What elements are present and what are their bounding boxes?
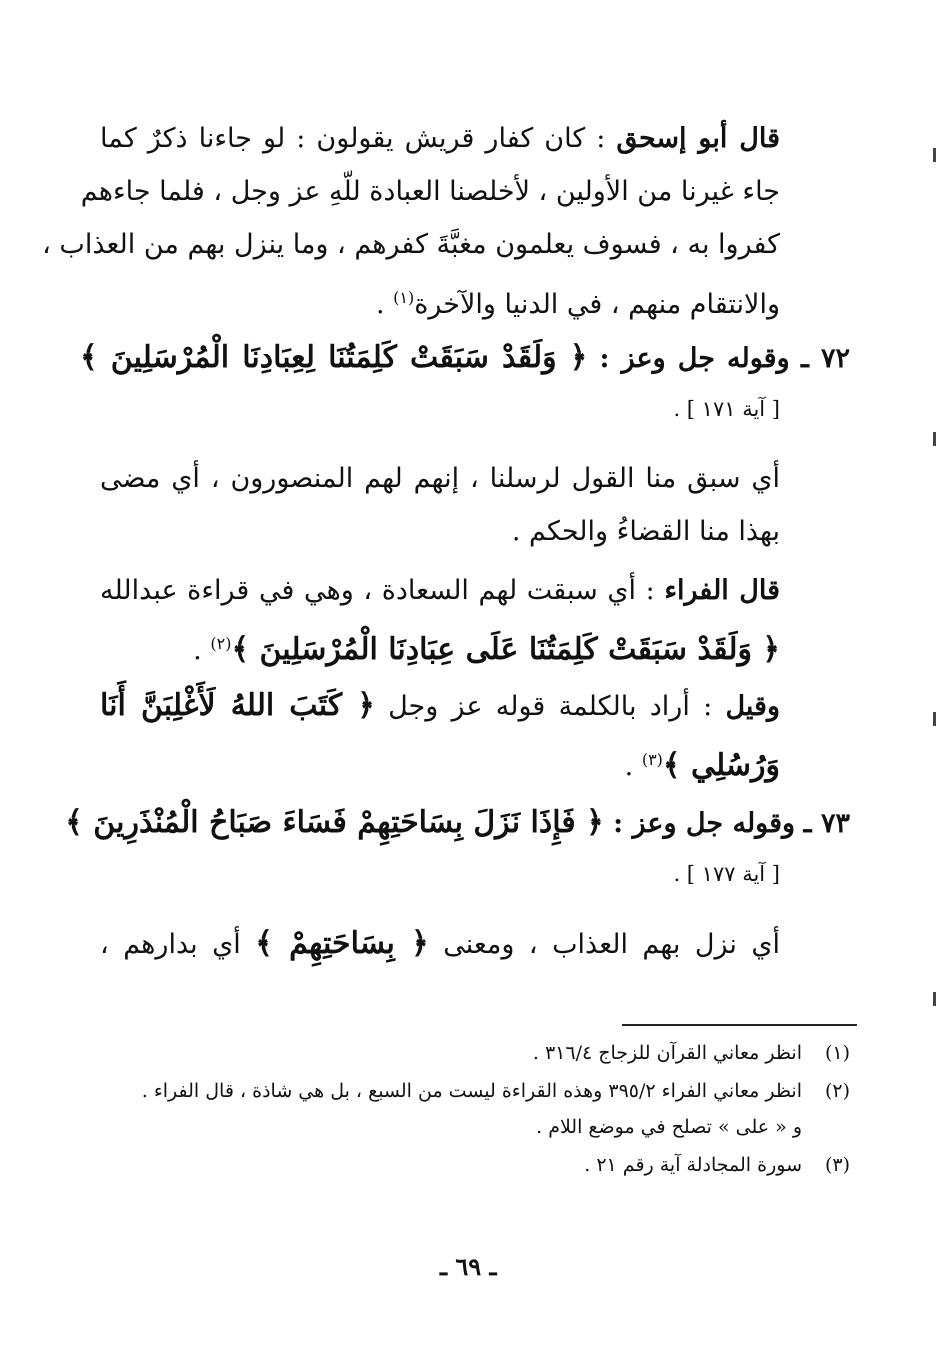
footnote-ref-2: (٢)	[210, 634, 232, 653]
footnote-ref-3: (٣)	[641, 750, 663, 769]
item-72-number: ٧٢ ـ	[800, 343, 850, 374]
footnote-separator	[622, 1024, 857, 1026]
item-73-heading	[65, 800, 850, 847]
paragraph-5-line-1	[100, 921, 780, 968]
paragraph-4-line-2	[100, 737, 780, 790]
footnote-2-number: (٢)	[824, 1080, 850, 1102]
speaker-al-farra: قال الفراء	[664, 575, 780, 606]
footnote-2-text: انظر معاني الفراء ٣٩٥/٢ وهذه القراءة ليست من السبع ، بل هي شاذة ، قال الفراء .	[141, 1080, 802, 1102]
footnote-2	[142, 1076, 850, 1106]
paragraph-4-quran-verse-part-2: وَرُسُلِي ﴾	[662, 748, 780, 783]
paragraph-5-text-a: أي نزل بهم العذاب ، ومعنى	[428, 929, 780, 960]
item-72-quran-verse: ﴿ وَلَقَدْ سَبَقَتْ كَلِمَتُنَا لِعِبَادِنَا الْمُرْسَلِينَ ﴾	[80, 340, 588, 375]
paragraph-3-text-1: : أي سبقت لهم السعادة ، وهي في قراءة عبدالله	[100, 575, 665, 606]
scan-edge-mark	[933, 712, 936, 726]
paragraph-3-end: .	[193, 635, 211, 666]
paragraph-1-line-2: جاء غيرنا من الأولين ، لأخلصنا العبادة للّهِ عز وجل ، فلما جاءهم	[80, 176, 780, 207]
paragraph-1-text-4: والانتقام منهم ، في الدنيا والآخرة	[414, 289, 780, 320]
paragraph-1-text-1: : كان كفار قريش يقولون : لو جاءنا ذكرٌ كما	[100, 123, 617, 154]
item-73-number: ٧٣ ـ	[803, 808, 850, 839]
item-73-ayah-reference: [ آية ١٧٧ ] .	[673, 862, 780, 886]
paragraph-1-line-3: كفروا به ، فسوف يعلمون مغبَّةَ كفرهم ، وما ينزل بهم من العذاب ،	[42, 229, 780, 260]
footnote-1	[533, 1038, 850, 1068]
paragraph-3-quran-verse: ﴿ وَلَقَدْ سَبَقَتْ كَلِمَتُنَا عَلَى عِبَادِنَا الْمُرْسَلِينَ ﴾	[231, 632, 780, 667]
item-73-quran-verse: ﴿ فَإِذَا نَزَلَ بِسَاحَتِهِمْ فَسَاءَ صَبَاحُ الْمُنْذَرِينَ ﴾	[65, 805, 604, 840]
item-72-intro: وقوله جل وعز :	[587, 343, 790, 374]
footnote-3-number: (٣)	[824, 1154, 850, 1176]
scan-edge-mark	[933, 432, 936, 446]
footnote-3-text: سورة المجادلة آية رقم ٢١ .	[584, 1154, 802, 1176]
scan-edge-mark	[933, 148, 936, 162]
paragraph-4-end: .	[624, 751, 642, 782]
paragraph-4-quran-verse-part-1: ﴿ كَتَبَ اللهُ لَأَغْلِبَنَّ أَنَا	[100, 688, 375, 723]
page-number: ـ ٦٩ ـ	[440, 1252, 497, 1281]
paragraph-2-line-2: بهذا منا القضاءُ والحكم .	[511, 516, 780, 547]
footnote-3	[584, 1150, 850, 1180]
footnote-2-continuation: و « على » تصلح في موضع اللام .	[536, 1116, 802, 1138]
paragraph-3-line-2	[100, 621, 780, 674]
speaker-qila: وقيل	[725, 691, 780, 722]
paragraph-1-line-1	[100, 116, 780, 162]
scan-edge-mark	[933, 992, 936, 1006]
paragraph-3-line-1	[100, 568, 780, 614]
item-73-intro: وقوله جل وعز :	[603, 808, 796, 839]
paragraph-2-line-1: أي سبق منا القول لرسلنا ، إنهم لهم المنصورون ، أي مضى	[100, 463, 780, 494]
paragraph-4-line-1	[100, 683, 780, 730]
speaker-abu-ishaq: قال أبو إسحق	[616, 123, 780, 154]
item-72-ayah-reference: [ آية ١٧١ ] .	[673, 397, 780, 421]
item-72-heading	[80, 335, 850, 382]
paragraph-1-line-4	[100, 275, 780, 328]
footnote-1-number: (١)	[824, 1042, 850, 1064]
paragraph-4-text-1: : أراد بالكلمة قوله عز وجل	[374, 691, 726, 722]
footnote-1-text: انظر معاني القرآن للزجاج ٣١٦/٤ .	[532, 1042, 802, 1064]
footnote-ref-1: (١)	[393, 288, 415, 307]
paragraph-1-end: .	[376, 289, 394, 320]
paragraph-5-text-b: أي بدارهم ،	[100, 929, 256, 960]
paragraph-5-quran-word: ﴿ بِسَاحَتِهِمْ ﴾	[255, 926, 429, 961]
